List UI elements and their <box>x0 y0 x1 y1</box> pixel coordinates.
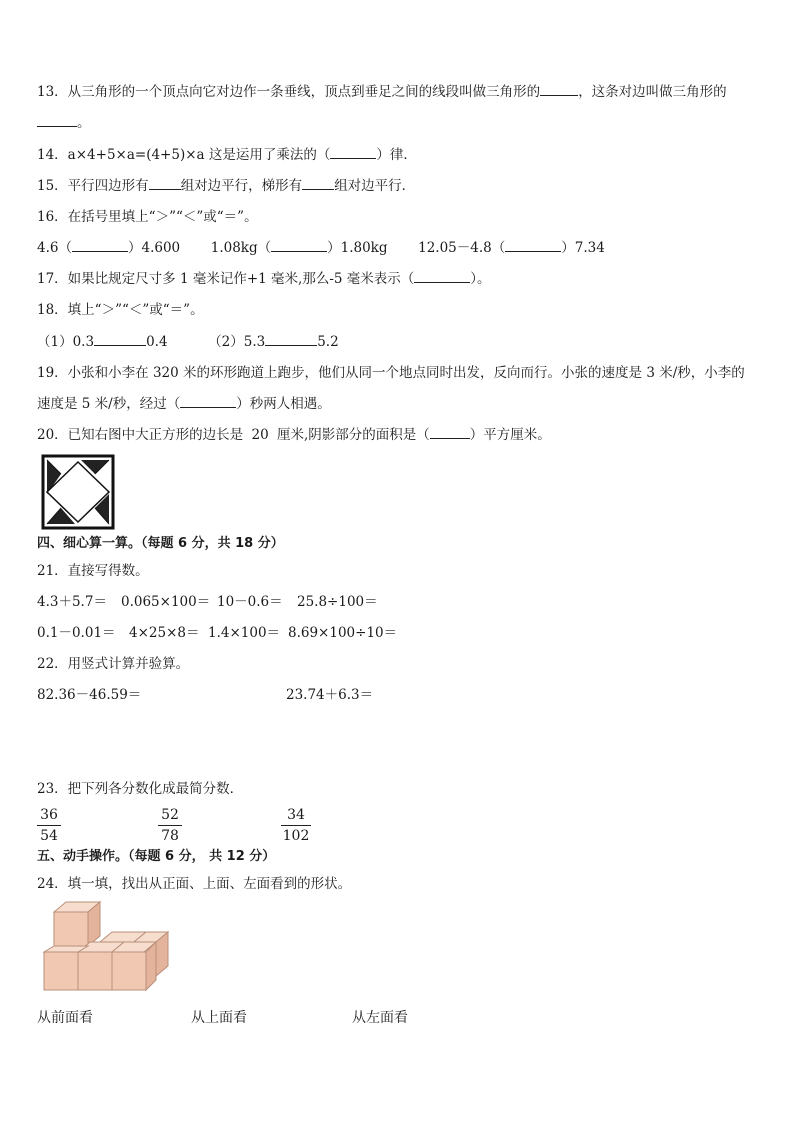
q21-r1-c2: 0.065×100＝ <box>121 594 211 610</box>
q19-line1: 19．小张和小李在 320 米的环形跑道上跑步，他们从同一个地点同时出发，反向而行。小张的速度是 3 米/秒，小李的 <box>37 365 745 381</box>
q20-text-b: 厘米,阴影部分的面积是（ <box>276 427 430 443</box>
q21-r1-c1: 4.3＋5.7＝ <box>37 594 107 610</box>
q20-text-c: ）平方厘米。 <box>469 427 551 443</box>
square-figure <box>41 454 115 530</box>
q16-item-3-left: 12.05－4.8（ <box>418 240 506 256</box>
q19-text-b: ）秒两人相遇。 <box>236 396 331 412</box>
q15-blank-2[interactable] <box>302 177 334 190</box>
q18-title: 18．填上“＞”“＜”或“＝”。 <box>37 302 204 318</box>
q18-p2-right: 5.2 <box>317 334 339 350</box>
fraction-3-numerator: 34 <box>287 807 305 823</box>
view-top-label: 从上面看 <box>191 1010 247 1026</box>
q21-r1-c3: 10－0.6＝ <box>217 594 283 610</box>
q13-blank-1[interactable] <box>540 83 578 96</box>
fraction-2 <box>158 806 182 845</box>
q23-title: 23．把下列各分数化成最简分数． <box>37 781 244 797</box>
q20-blank[interactable] <box>430 426 470 439</box>
q15-text-b: 组对边平行，梯形有 <box>180 178 303 194</box>
q18-blank-2[interactable] <box>265 333 317 346</box>
fraction-2-denominator: 78 <box>161 828 179 844</box>
q15-text-c: 组对边平行． <box>334 178 416 194</box>
q20-line <box>37 426 551 444</box>
q16-item-1-right: ）4.600 <box>127 240 181 256</box>
fraction-2-numerator: 52 <box>161 807 179 823</box>
q18-blank-1[interactable] <box>94 333 146 346</box>
fraction-1 <box>37 806 61 845</box>
q17-blank[interactable] <box>414 270 470 283</box>
q22-item-1: 82.36－46.59＝ <box>37 687 142 703</box>
q18-p1-left: （1）0.3 <box>37 334 95 350</box>
q21-r2-c4: 8.69×100÷10＝ <box>288 625 398 641</box>
q16-items <box>37 239 605 257</box>
q13-text-b: ，这条对边叫做三角形的 <box>578 84 727 100</box>
q20-text-a: 20．已知右图中大正方形的边长是 <box>37 427 244 443</box>
section4-title: 四、细心算一算。（每题 6 分，共 18 分） <box>37 536 284 551</box>
q15-blank-1[interactable] <box>149 177 181 190</box>
q22-title: 22．用竖式计算并验算。 <box>37 656 190 672</box>
q19-line2 <box>37 395 331 413</box>
q17-text-b: ）。 <box>470 271 491 287</box>
q18-p2-left: （2）5.3 <box>208 334 266 350</box>
fraction-1-numerator: 36 <box>40 807 58 823</box>
q19-text-a: 速度是 5 米/秒，经过（ <box>37 396 181 412</box>
q14-text-a: 14．a×4+5×a=(4+5)×a 这是运用了乘法的（ <box>37 147 331 163</box>
q24-title: 24．填一填，找出从正面、上面、左面看到的形状。 <box>37 876 352 892</box>
q22-item-2: 23.74＋6.3＝ <box>286 687 374 703</box>
q14-blank[interactable] <box>330 146 376 159</box>
q21-title: 21．直接写得数。 <box>37 563 149 579</box>
q16-blank-3[interactable] <box>505 239 561 252</box>
q13-text-a: 13．从三角形的一个顶点向它对边作一条垂线，顶点到垂足之间的线段叫做三角形的 <box>37 84 541 100</box>
q16-item-3-right: ）7.34 <box>561 240 605 256</box>
q13-line2 <box>37 114 91 132</box>
q14-line <box>37 146 417 164</box>
fraction-1-denominator: 54 <box>40 828 58 844</box>
fraction-3-denominator: 102 <box>282 828 310 844</box>
q16-item-2-right: ）1.80kg <box>327 240 388 256</box>
q18-p1-right: 0.4 <box>146 334 168 350</box>
q15-text-a: 15．平行四边形有 <box>37 178 149 194</box>
view-front-label: 从前面看 <box>37 1010 93 1026</box>
q16-item-2-left: 1.08kg（ <box>210 240 272 256</box>
q16-blank-1[interactable] <box>72 239 128 252</box>
q14-text-b: ）律． <box>376 147 417 163</box>
q16-title: 16．在括号里填上“＞”“＜”或“＝”。 <box>37 209 258 225</box>
q13-line1 <box>37 83 727 101</box>
q13-text-c: 。 <box>77 115 91 131</box>
q16-item-1-left: 4.6（ <box>37 240 72 256</box>
q21-r2-c3: 1.4×100＝ <box>208 625 281 641</box>
q16-blank-2[interactable] <box>271 239 327 252</box>
q21-r2-c1: 0.1－0.01＝ <box>37 625 116 641</box>
q19-blank[interactable] <box>180 395 236 408</box>
q21-r2-c2: 4×25×8＝ <box>129 625 200 641</box>
cube-stack-figure <box>42 900 176 996</box>
q17-text-a: 17．如果比规定尺寸多 1 毫米记作+1 毫米,那么-5 毫米表示（ <box>37 271 415 287</box>
fraction-3 <box>281 806 311 845</box>
q20-side-length: 20 <box>251 427 269 443</box>
q18-parts <box>37 333 339 351</box>
q13-blank-2[interactable] <box>37 114 77 127</box>
view-left-label: 从左面看 <box>352 1010 408 1026</box>
q21-r1-c4: 25.8÷100＝ <box>297 594 378 610</box>
q15-line <box>37 177 415 195</box>
q17-line <box>37 270 491 288</box>
section5-title: 五、动手操作。（每题 6 分， 共 12 分） <box>37 849 276 864</box>
